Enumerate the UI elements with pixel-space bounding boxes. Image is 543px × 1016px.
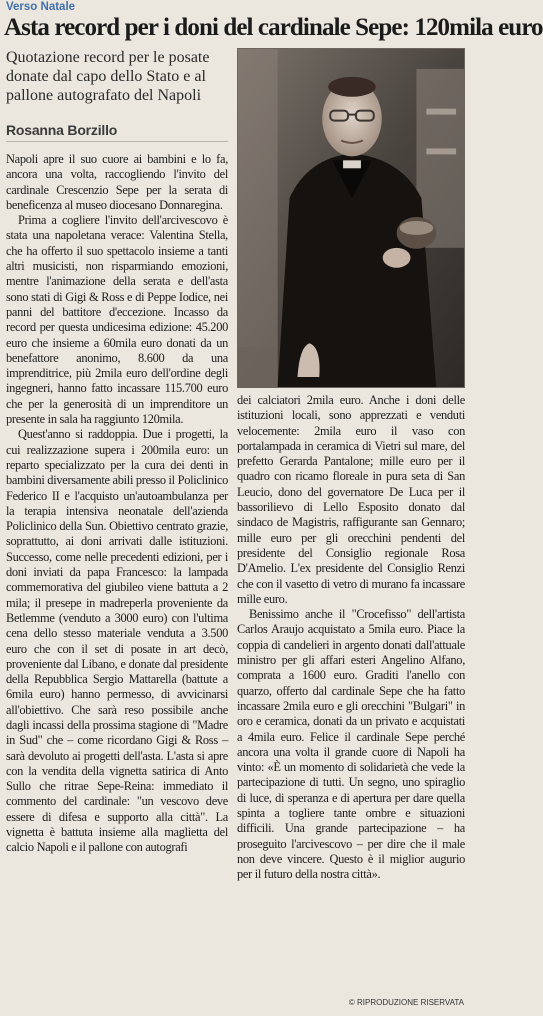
- subheadline: Quotazione record per le posate donate dal capo dello Stato e al pallone autografato del Napoli: [6, 49, 210, 104]
- paragraph-2: Prima a cogliere l'invito dell'arcivescovo è stata una napoletana verace: Valentina Stella, che ha offerto il suo spettacolo insieme a tanti altri musicisti, non risparmiando emozioni, mentre l'animazione della serata e dell'asta sono stati di Gigi & Ross e di Peppe Iodice, nei panni del battitore d'eccezione. Incasso da record per questa undicesima edizione: 45.200 euro che insieme a 60mila euro donati da un benefattore anonimo, 8.600 da una imprenditrice, più 2mila euro dell'ordine degli ingegneri, hanno fatto incassare 115.700 euro che per la generosità di un imprenditore un presente in sala ha raggiunto 120mila.: [6, 213, 228, 427]
- byline: Rosanna Borzillo: [6, 122, 118, 138]
- cardinal-portrait-illustration: [238, 49, 464, 387]
- paragraph-4: dei calciatori 2mila euro. Anche i doni delle istituzioni locali, sono apprezzati e venduti velocemente: 2mila euro il vaso con portalampada in ceramica di Vietri sul mare, del prefetto Gerarda Pantalone; mille euro per il quadro con ricamo floreale in pura seta di San Leucio, dono del governatore De Luca per il bassorilievo di Lello Esposito donato dal sindaco de Magistris, raffigurante san Gennaro; mille euro per gli orecchini pendenti del presidente del Consiglio regionale Rosa D'Amelio. L'ex presidente del Consiglio Renzi che con il vasetto di vetro di murano fa incassare mille euro.: [237, 393, 465, 606]
- paragraph-3: Quest'anno si raddoppia. Due i progetti, la cui realizzazione supera i 200mila euro: un reparto specializzato per la cura dei denti in bambini diversamente abili presso il Policlinico Federico II e l'acquisto un'autoambulanza per la terapia intensiva neonatale dell'azienda Policlinico della Sun. Obiettivo centrato grazie, soprattutto, ai doni arrivati dalle istituzioni. Successo, come nelle precedenti edizioni, per i doni inviati da papa Francesco: la lampada commemorativa del giubileo viene battuta a 2 mila; il presepe in madreperla proveniente da Betlemme (venduto a 3000 euro) con l'ultima cena dello stesso materiale venduta a 3.500 euro che con il set di posate in art decò, proveniente dal Libano, e donate dal presidente della Repubblica Sergio Mattarella (battute a 6mila euro) hanno permesso, di avvicinarsi all'obiettivo. Che sarà reso possibile anche dagli incassi della prossima stagione di "Madre in Sud" che – come ricordano Gigi & Ross – sarà devoluto ai progetti dell'asta. L'asta si apre con la vendita della vignetta satirica di Anto Sullo che ritrae Sepe-Reina: immediato il commento del cardinale: "un vescovo deve essere di difesa e supporto alla città". La vignetta è battuta insieme alla maglietta del calcio Napoli e il pallone con autografi: [6, 427, 229, 855]
- paragraph-1: Napoli apre il suo cuore ai bambini e lo fa, ancora una volta, raccogliendo l'invito del cardinale Crescenzio Sepe per la serata di beneficenza al museo diocesano Donnaregina.: [6, 152, 228, 212]
- paragraph-5: Benissimo anche il "Crocefisso" dell'artista Carlos Araujo acquistato a 5mila euro. Piace la coppia di candelieri in argento donati dall'attuale ministro per gli affari esteri Angelino Alfano, comprata a 1600 euro. Graditi l'anello con quarzo, offerto dal cardinale Sepe che ha fatto incassare 2mila euro e gli orecchini "Bulgari" in oro e ceramica, donati da un privato e acquistati a 4mila euro. Felice il cardinale Sepe perché ancora una volta il grande cuore di Napoli ha vinto: «È un momento di solidarietà che vede la partecipazione di tutti. Un segno, uno spiraglio di luce, di speranza e di apertura per dare quella spinta a togliere tante ombre e situazioni difficili. Una grande partecipazione – ha proseguito l'arcivescovo – per dire che il male non deve vincere. Questo è il miglior augurio per il futuro della nostra città».: [237, 607, 465, 882]
- section-kicker: Verso Natale: [6, 1, 76, 13]
- article-column-1: [6, 152, 228, 996]
- headline: Asta record per i doni del cardinale Sepe: 120mila euro: [4, 14, 543, 41]
- copyright-notice: © RIPRODUZIONE RISERVATA: [348, 998, 464, 1007]
- byline-rule: [6, 141, 228, 142]
- article-column-2: [237, 393, 465, 995]
- cardinal-photo: [237, 48, 465, 388]
